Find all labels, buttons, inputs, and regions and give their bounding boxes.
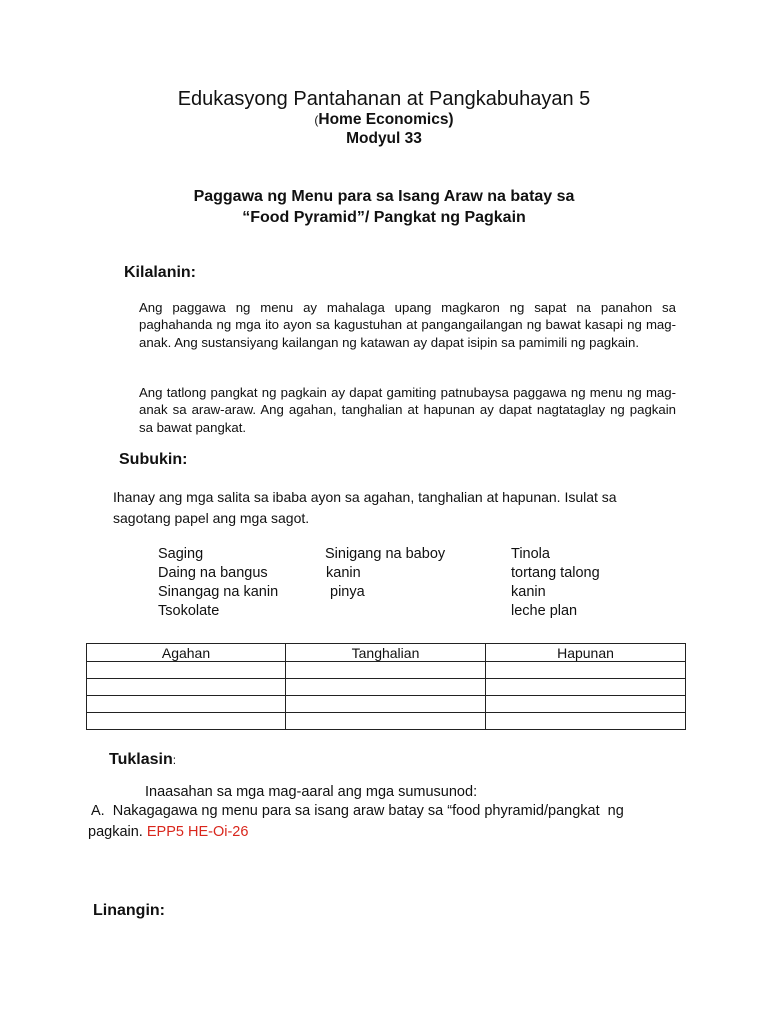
table-row: [87, 713, 686, 730]
table-row: [87, 662, 686, 679]
table-cell[interactable]: [486, 713, 686, 730]
document-subtitle: [0, 111, 768, 129]
table-cell[interactable]: [286, 713, 486, 730]
objective-a-text: pagkain.: [88, 824, 143, 840]
objective-a-line1: A. Nakagagawa ng menu para sa isang araw batay sa “food phyramid/pangkat ng: [91, 803, 624, 819]
column-header-tanghalian: Tanghalian: [286, 644, 486, 662]
word-item: Saging: [158, 546, 204, 562]
word-item: Tinola: [511, 546, 550, 562]
tuklasin-intro: Inaasahan sa mga mag-aaral ang mga sumusunod:: [145, 784, 478, 800]
tuklasin-heading: [109, 751, 176, 769]
word-item: Daing na bangus: [158, 565, 268, 581]
table-cell[interactable]: [286, 679, 486, 696]
column-header-hapunan: Hapunan: [486, 644, 686, 662]
tuklasin-heading-text: Tuklasin: [109, 751, 173, 768]
table-cell[interactable]: [286, 662, 486, 679]
table-cell[interactable]: [486, 696, 686, 713]
kilalanin-paragraph-1: Ang paggawa ng menu ay mahalaga upang magkaron ng sapat na panahon sa paghahanda ng mga ito ayon sa kagustuhan at pangangailangan ng bawat kasapi ng mag-anak. Ang sustansiyang kailangan ng katawan ay dapat isipin sa pamimili ng pagkain.: [139, 300, 676, 350]
module-number: Modyul 33: [346, 130, 422, 147]
linangin-heading: Linangin:: [93, 902, 165, 919]
word-item: tortang talong: [511, 565, 600, 581]
kilalanin-paragraph-2: Ang tatlong pangkat ng pagkain ay dapat gamiting patnubaysa paggawa ng menu ng mag-anak sa araw-araw. Ang agahan, tanghalian at hapunan ay dapat nagtataglay ng pagkain sa bawat pangkat.: [139, 385, 676, 435]
table-header-row: [87, 644, 686, 662]
table-cell[interactable]: [87, 679, 286, 696]
table-row: [87, 696, 686, 713]
objective-a-line2: [88, 824, 248, 840]
word-item: kanin: [326, 565, 361, 581]
table-cell[interactable]: [486, 662, 686, 679]
word-item: kanin: [511, 584, 546, 600]
subukin-instruction: Ihanay ang mga salita sa ibaba ayon sa agahan, tanghalian at hapunan. Isulat sa sagotang papel ang mga sagot.: [113, 489, 617, 526]
table-cell[interactable]: [87, 696, 286, 713]
table-cell[interactable]: [87, 713, 286, 730]
document-title: Edukasyong Pantahanan at Pangkabuhayan 5: [177, 88, 591, 110]
subtitle-text: Home Economics): [318, 111, 454, 128]
lesson-title-line1: Paggawa ng Menu para sa Isang Araw na batay sa: [193, 188, 575, 205]
word-item: Sinigang na baboy: [325, 546, 446, 562]
word-item: Tsokolate: [158, 603, 220, 619]
word-item: Sinangag na kanin: [158, 584, 279, 600]
competency-code: EPP5 HE-Oi-26: [146, 824, 249, 840]
answer-table: [86, 643, 686, 730]
table-cell[interactable]: [486, 679, 686, 696]
table-cell[interactable]: [286, 696, 486, 713]
lesson-title-line2: “Food Pyramid”/ Pangkat ng Pagkain: [242, 209, 526, 226]
word-item: leche plan: [511, 603, 578, 619]
table-row: [87, 679, 686, 696]
tuklasin-heading-colon: :: [172, 753, 177, 767]
subtitle-open-paren: (: [314, 113, 319, 127]
column-header-agahan: Agahan: [87, 644, 286, 662]
table-cell[interactable]: [87, 662, 286, 679]
kilalanin-heading: Kilalanin:: [124, 264, 197, 281]
subukin-heading: Subukin:: [119, 451, 188, 468]
word-item: pinya: [330, 584, 365, 600]
